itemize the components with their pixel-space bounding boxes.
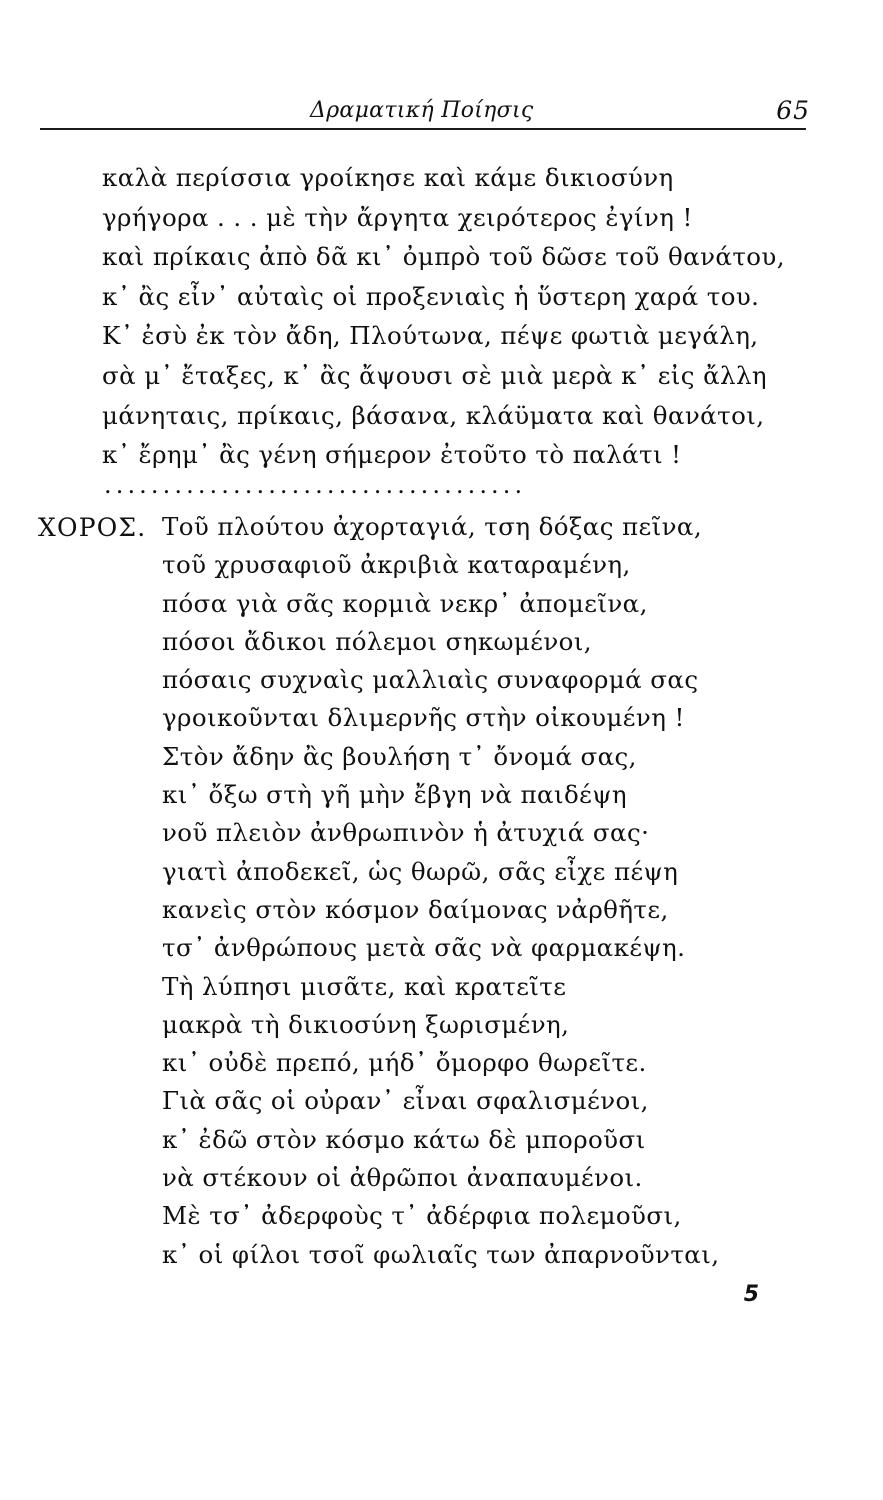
speaker-label: ΧΟΡΟΣ. <box>38 513 147 542</box>
verse-line: τοῦ χρυσαφιοῦ ἀκριβιὰ καταραμένη, <box>162 550 631 580</box>
verse-line: πόσα γιὰ σᾶς κορμιὰ νεκρ᾿ ἀπομεῖνα, <box>162 588 648 618</box>
verse-line: κι᾿ οὐδὲ πρεπό, μήδ᾿ ὄμορφο θωρεῖτε. <box>162 1048 647 1078</box>
verse-line: γιατὶ ἀποδεκεῖ, ὡς θωρῶ, σᾶς εἶχε πέψη <box>162 856 679 886</box>
verse-line: πόσαις συχναὶς μαλλιαὶς συναφορμά σας <box>162 665 699 695</box>
verse-line: νὰ στέκουν οἱ ἀθρῶποι ἀναπαυμένοι. <box>162 1163 643 1193</box>
verse-line: κ᾿ ἔρημ᾿ ἂς γένη σήμερον ἐτοῦτο τὸ παλάτι ! <box>102 440 682 470</box>
verse-line: πόσοι ἄδικοι πόλεμοι σηκωμένοι, <box>162 626 592 656</box>
verse-line: γροικοῦνται δλιμερνῆς στὴν οἰκουμένη ! <box>162 703 685 733</box>
verse-line: κ᾿ οἱ φίλοι τσοῖ φωλιαῖς των ἀπαρνοῦνται, <box>162 1239 720 1269</box>
verse-line: μάνηταις, πρίκαις, βάσανα, κλάϋματα καὶ θανάτοι, <box>102 400 765 430</box>
verse-line: Κ᾿ ἐσὺ ἐκ τὸν ἄδη, Πλούτωνα, πέψε φωτιὰ μεγάλη, <box>102 321 759 351</box>
dotted-separator: .................................... <box>104 471 527 499</box>
verse-line: νοῦ πλειὸν ἀνθρωπινὸν ἡ ἀτυχιά σας· <box>162 818 650 848</box>
verse-line: καλὰ περίσσια γροίκησε καὶ κάμε δικιοσύνη <box>102 163 674 192</box>
signature-mark: 5 <box>743 1282 759 1307</box>
verse-line: Τὴ λύπησι μισᾶτε, καὶ κρατεῖτε <box>162 971 567 1001</box>
verse-stanza <box>102 158 792 475</box>
verse-line: γρήγορα . . . μὲ τὴν ἄργητα χειρότερος ἐγίνη ! <box>102 202 693 232</box>
page-number: 65 <box>776 96 810 125</box>
verse-line: τσ᾿ ἀνθρώπους μετὰ σᾶς νὰ φαρμακέψη. <box>162 933 686 963</box>
running-head <box>40 92 810 132</box>
verse-line: μακρὰ τὴ δικιοσύνη ξωρισμένη, <box>162 1009 570 1039</box>
verse-line: σὰ μ᾿ ἔταξες, κ᾿ ἂς ἄψουσι σὲ μιὰ μερὰ κ᾿ εἰς ἄλλη <box>102 360 767 390</box>
verse-line: Στὸν ἄδην ἂς βουλήση τ᾿ ὄνομά σας, <box>162 741 637 771</box>
verse-line: κι᾿ ὄξω στὴ γῆ μὴν ἔβγη νὰ παιδέψη <box>162 780 627 810</box>
verse-line: κανεὶς στὸν κόσμον δαίμονας νἀρθῆτε, <box>162 894 669 924</box>
verse-line: Μὲ τσ᾿ ἀδερφοὺς τ᾿ ἀδέρφια πολεμοῦσι, <box>162 1201 682 1231</box>
verse-line: καὶ πρίκαις ἀπὸ δᾶ κι᾿ ὀμπρὸ τοῦ δῶσε τοῦ θανάτου, <box>102 242 785 272</box>
verse-line: Γιὰ σᾶς οἱ οὐραν᾿ εἶναι σφαλισμένοι, <box>162 1086 649 1116</box>
verse-line: κ᾿ ἐδῶ στὸν κόσμο κάτω δὲ μποροῦσι <box>162 1124 646 1154</box>
header-rule <box>40 128 806 130</box>
verse-line: κ᾿ ἂς εἶν᾿ αὐταὶς οἱ προξενιαὶς ἡ ὕστερη χαρά του. <box>102 281 760 311</box>
chorus-verse <box>162 508 802 1274</box>
verse-line: Τοῦ πλούτου ἀχορταγιά, τση δόξας πεῖνα, <box>162 512 703 541</box>
running-head-title: Δραματική Ποίησις <box>310 98 534 123</box>
